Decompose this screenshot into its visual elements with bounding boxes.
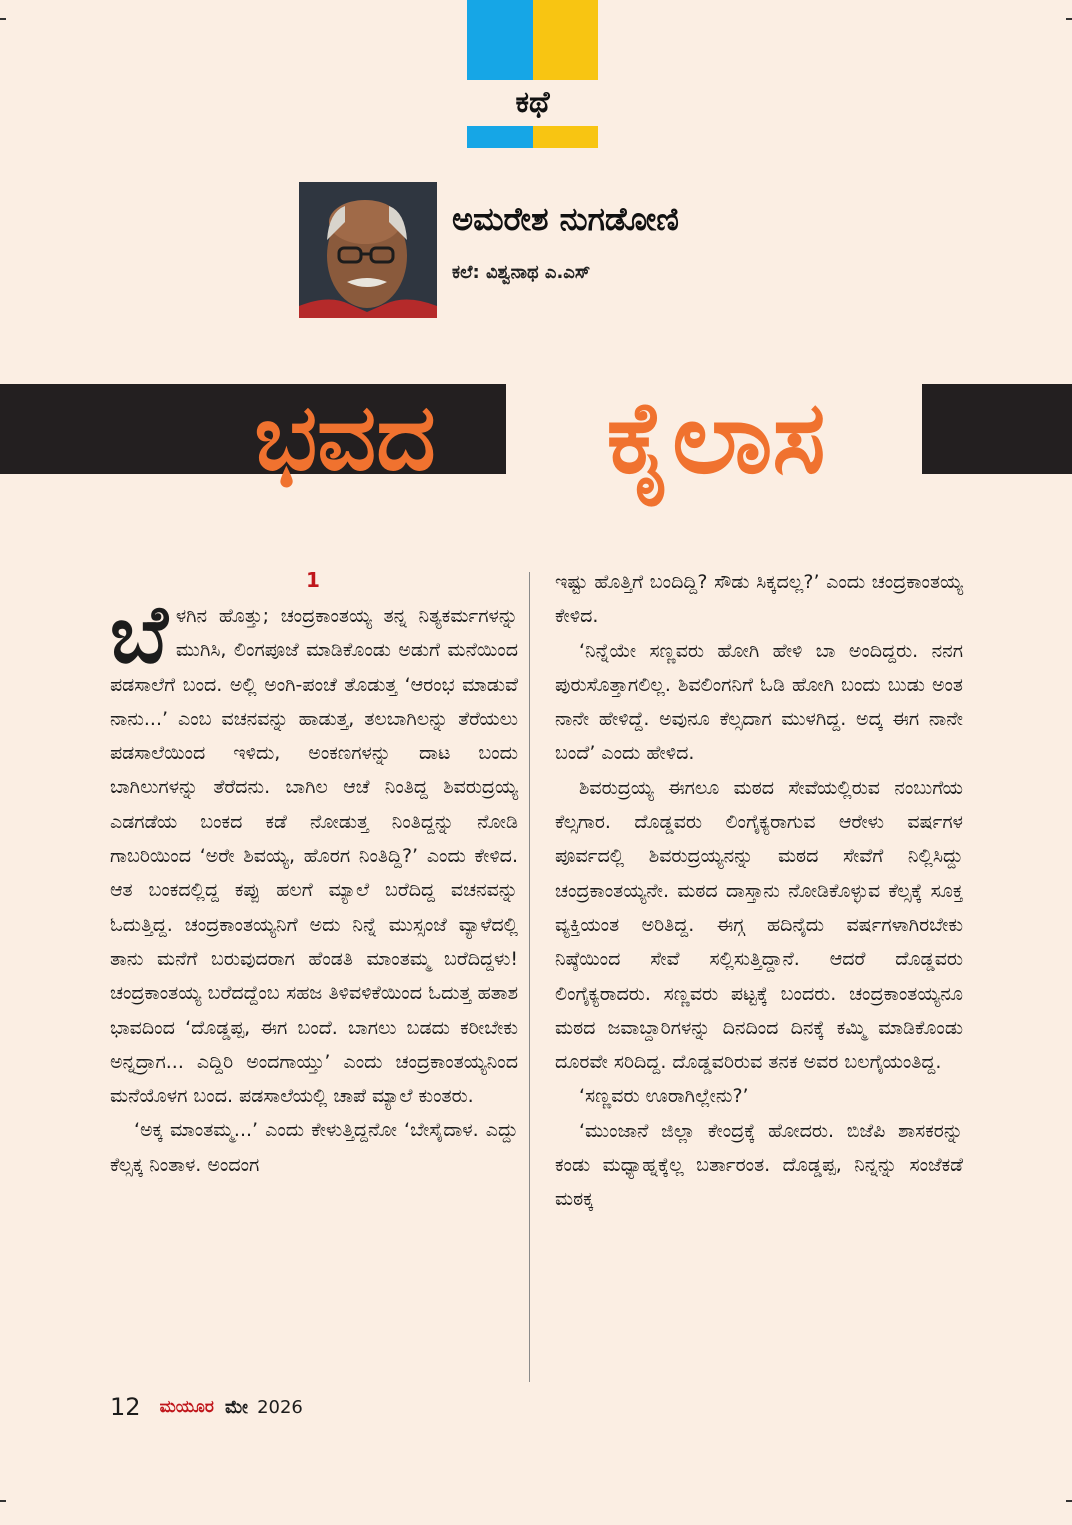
- paragraph: ‘ನಿನ್ನೆಯೇ ಸಣ್ಣವರು ಹೋಗಿ ಹೇಳಿ ಬಾ ಅಂದಿದ್ದರು. ನನಗ ಪುರುಸೊತ್ತಾಗಲಿಲ್ಲ. ಶಿವಲಿಂಗನಿಗೆ ಓಡಿ ಹೋಗಿ ಬಂದು ಬುಡು ಅಂತ ನಾನೇ ಹೇಳಿದ್ದೆ. ಅವುನೂ ಕೆಲ್ಸದಾಗ ಮುಳಗಿದ್ದ. ಅದ್ಕ ಈಗ ನಾನೇ ಬಂದೆ’ ಎಂದು ಹೇಳಿದ.: [555, 639, 963, 765]
- issue-year: 2026: [257, 1396, 303, 1418]
- illustrator-credit: ಕಲೆ: ವಿಶ್ವನಾಥ ಎ.ಎಸ್: [452, 262, 591, 283]
- column-divider: [529, 572, 530, 1382]
- category-block: [467, 0, 598, 148]
- category-color-block: [533, 0, 598, 80]
- paragraph: ಇಷ್ಟು ಹೊತ್ತಿಗೆ ಬಂದಿದ್ದಿ? ಸೌಡು ಸಿಕ್ಕದಲ್ಲ?’ ಎಂದು ಚಂದ್ರಕಾಂತಯ್ಯ ಕೇಳಿದ.: [555, 571, 963, 628]
- crop-mark: [1066, 18, 1072, 20]
- left-text-column: [110, 587, 518, 1182]
- crop-mark: [0, 18, 6, 20]
- magazine-name: ಮಯೂರ: [159, 1397, 214, 1417]
- issue-month: ಮೇ: [224, 1396, 248, 1418]
- page-footer: [110, 1393, 303, 1427]
- chapter-number: 1: [306, 568, 320, 592]
- paragraph-text: ಳಗಿನ ಹೊತ್ತು; ಚಂದ್ರಕಾಂತಯ್ಯ ತನ್ನ ನಿತ್ಯಕರ್ಮಗಳನ್ನು ಮುಗಿಸಿ, ಲಿಂಗಪೂಜೆ ಮಾಡಿಕೊಂಡು ಅಡುಗೆ ಮನೆಯಿಂದ ಪಡಸಾಲೆಗೆ ಬಂದ. ಅಲ್ಲಿ ಅಂಗಿ-ಪಂಚೆ ತೊಡುತ್ತ ‘ಆರಂಭ ಮಾಡುವೆ ನಾನು...’ ಎಂಬ ವಚನವನ್ನು ಹಾಡುತ್ತ, ತಲಬಾಗಿಲನ್ನು ತೆರೆಯಲು ಪಡಸಾಲೆಯಿಂದ ಇಳಿದು, ಅಂಕಣಗಳನ್ನು ದಾಟ ಬಂದು ಬಾಗಿಲುಗಳನ್ನು ತೆರೆದನು. ಬಾಗಿಲ ಆಚೆ ನಿಂತಿದ್ದ ಶಿವರುದ್ರಯ್ಯ ಎಡಗಡೆಯ ಬಂಕದ ಕಡೆ ನೋಡುತ್ತ ನಿಂತಿದ್ದನ್ನು ನೋಡಿ ಗಾಬರಿಯಿಂದ ‘ಅರೇ ಶಿವಯ್ಯ, ಹೊರಗ ನಿಂತಿದ್ದಿ?’ ಎಂದು ಕೇಳಿದ. ಆತ ಬಂಕದಲ್ಲಿದ್ದ ಕಪ್ಪು ಹಲಗೆ ಮ್ಯಾಲೆ ಬರೆದಿದ್ದ ವಚನವನ್ನು ಓದುತ್ತಿದ್ದ. ಚಂದ್ರಕಾಂತಯ್ಯನಿಗೆ ಅದು ನಿನ್ನೆ ಮುಸ್ಸಂಜೆ ವ್ಯಾಳೆದಲ್ಲಿ ತಾನು ಮನೆಗೆ ಬರುವುದರಾಗ ಹೆಂಡತಿ ಮಾಂತಮ್ಮ ಬರೆದಿದ್ದಳು! ಚಂದ್ರಕಾಂತಯ್ಯ ಬರೆದದ್ದೆಂಬ ಸಹಜ ತಿಳಿವಳಿಕೆಯಿಂದ ಓದುತ್ತ ಹತಾಶ ಭಾವದಿಂದ ‘ದೊಡ್ಡಪ್ಪ, ಈಗ ಬಂದೆ. ಬಾಗಲು ಬಡದು ಕರೀಬೇಕು ಅನ್ನದ್ರಾಗ... ಎದ್ದಿರಿ ಅಂದಗಾಯ್ತು’ ಎಂದು ಚಂದ್ರಕಾಂತಯ್ಯನಿಂದ ಮನೆಯೊಳಗ ಬಂದ. ಪಡಸಾಲೆಯಲ್ಲಿ ಚಾಪೆ ಮ್ಯಾಲೆ ಕುಂತರು.: [110, 605, 518, 1108]
- paragraph: ‘ಸಣ್ಣವರು ಊರಾಗಿಲ್ಲೇನು?’: [579, 1085, 749, 1108]
- category-color-block: [467, 0, 533, 80]
- title-bar-right: [922, 384, 1072, 474]
- paragraph: ‘ಅಕ್ಕ ಮಾಂತಮ್ಮ...’ ಎಂದು ಕೇಳುತ್ತಿದ್ದನೋ ‘ಬೇಸೈದಾಳ. ಎದ್ದು ಕೆಲ್ಸಕ್ಕ ನಿಂತಾಳ. ಅಂದಂಗ: [110, 1119, 518, 1176]
- right-text-column: [555, 565, 963, 1217]
- author-portrait-icon: [299, 182, 437, 318]
- paragraph: ಶಿವರುದ್ರಯ್ಯ ಈಗಲೂ ಮಠದ ಸೇವೆಯಲ್ಲಿರುವ ನಂಬುಗೆಯ ಕೆಲ್ಸಗಾರ. ದೊಡ್ಡವರು ಲಿಂಗೈಕ್ಯರಾಗುವ ಆರೇಳು ವರ್ಷಗಳ ಪೂರ್ವದಲ್ಲಿ ಶಿವರುದ್ರಯ್ಯನನ್ನು ಮಠದ ಸೇವೆಗೆ ನಿಲ್ಲಿಸಿದ್ದು ಚಂದ್ರಕಾಂತಯ್ಯನೇ. ಮಠದ ದಾಸ್ತಾನು ನೋಡಿಕೊಳ್ಳುವ ಕೆಲ್ಸಕ್ಕೆ ಸೂಕ್ತ ವ್ಯಕ್ತಿಯಂತ ಅರಿತಿದ್ದ. ಈಗ್ಗ ಹದಿನೈದು ವರ್ಷಗಳಾಗಿರಬೇಕು ನಿಷ್ಠೆಯಿಂದ ಸೇವೆ ಸಲ್ಲಿಸುತ್ತಿದ್ದಾನೆ. ಆದರೆ ದೊಡ್ಡವರು ಲಿಂಗೈಕ್ಯರಾದರು. ಸಣ್ಣವರು ಪಟ್ಟಕ್ಕೆ ಬಂದರು. ಚಂದ್ರಕಾಂತಯ್ಯನೂ ಮಠದ ಜವಾಬ್ದಾರಿಗಳನ್ನು ದಿನದಿಂದ ದಿನಕ್ಕೆ ಕಮ್ಮಿ ಮಾಡಿಕೊಂಡು ದೂರವೇ ಸರಿದಿದ್ದ. ದೊಡ್ಡವರಿರುವ ತನಕ ಅವರ ಬಲಗೈಯಂತಿದ್ದ.: [555, 776, 963, 1074]
- drop-cap: ಬೆ: [110, 587, 168, 681]
- category-color-block: [467, 126, 533, 148]
- category-label: ಕಥೆ: [467, 80, 598, 126]
- crop-mark: [0, 1500, 6, 1502]
- paragraph: [110, 587, 518, 1113]
- author-name: ಅಮರೇಶ ನುಗಡೋಣಿ: [452, 200, 679, 238]
- crop-mark: [1066, 1500, 1072, 1502]
- author-photo: [299, 182, 437, 318]
- category-color-block: [533, 126, 598, 148]
- story-title-part-1: ಭವದ: [254, 383, 436, 491]
- page-number: 12: [110, 1393, 141, 1421]
- paragraph: ‘ಮುಂಜಾನೆ ಜಿಲ್ಲಾ ಕೇಂದ್ರಕ್ಕೆ ಹೋದರು. ಬಿಜೆಪಿ ಶಾಸಕರನ್ನು ಕಂಡು ಮಧ್ಯಾಹ್ನಕ್ಕೆಲ್ಲ ಬರ್ತಾರಂತ. ದೊಡ್ಡಪ್ಪ, ನಿನ್ನನ್ನು ಸಂಜೆಕಡೆ ಮಠಕ್ಕ: [555, 1119, 963, 1211]
- story-title-part-2: ಕೈಲಾಸ: [606, 378, 826, 496]
